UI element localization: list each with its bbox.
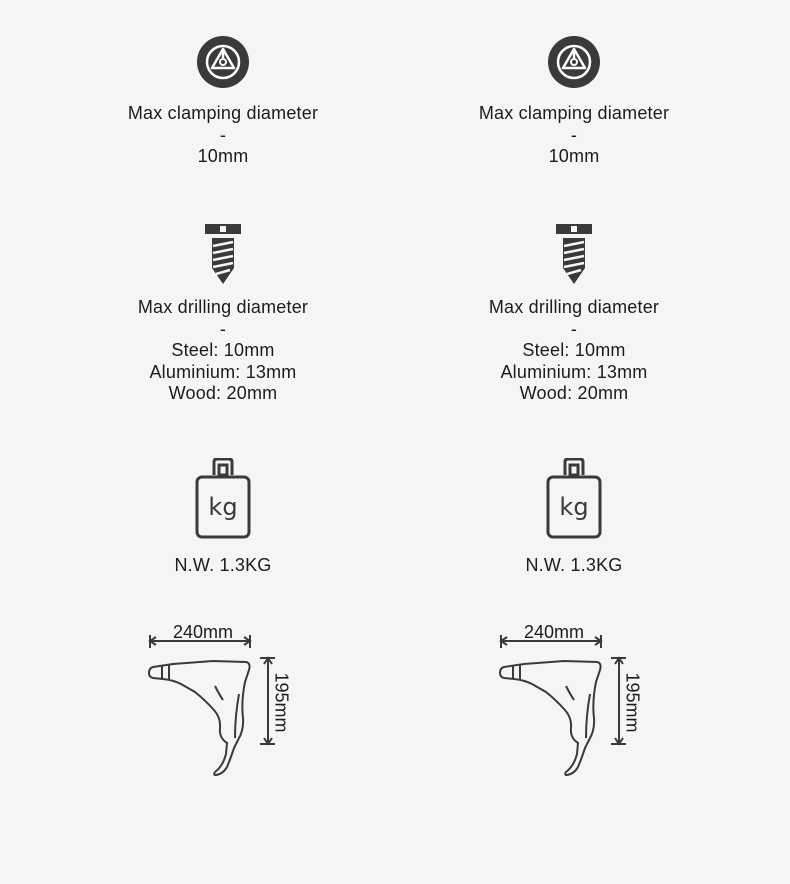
- drilling-wood: Wood: 20mm: [168, 383, 278, 403]
- weight-spec: [63, 458, 383, 577]
- drilling-wood: Wood: 20mm: [519, 383, 629, 403]
- dimension-height: 195mm: [622, 672, 643, 733]
- drilling-aluminium: Aluminium: 13mm: [500, 361, 648, 382]
- drilling-dash: -: [570, 318, 578, 339]
- kg-icon-label: kg: [559, 493, 589, 521]
- spec-column-right: [414, 0, 734, 884]
- spec-column-left: [63, 0, 383, 884]
- drilling-title: Max drilling diameter: [137, 297, 309, 317]
- drilling-steel: Steel: 10mm: [522, 340, 626, 360]
- dimensions-spec: [414, 620, 734, 780]
- clamping-spec: [414, 36, 734, 168]
- weight-value: N.W. 1.3KG: [525, 555, 623, 575]
- drill-outline-icon: [63, 620, 383, 780]
- clamping-spec: [63, 36, 383, 168]
- clamping-value: 10mm: [548, 146, 600, 166]
- kg-weight-icon: [195, 458, 251, 540]
- chuck-icon: [197, 36, 249, 88]
- drill-outline-icon: [414, 620, 734, 780]
- dimensions-spec: [63, 620, 383, 780]
- screw-icon: [203, 222, 243, 286]
- kg-icon-label: kg: [208, 493, 238, 521]
- clamping-title: Max clamping diameter: [127, 103, 319, 123]
- drilling-title: Max drilling diameter: [488, 297, 660, 317]
- drilling-steel: Steel: 10mm: [171, 340, 275, 360]
- weight-spec: [414, 458, 734, 577]
- drilling-spec: [63, 222, 383, 405]
- drilling-spec: [414, 222, 734, 405]
- screw-icon: [554, 222, 594, 286]
- dimension-height: 195mm: [271, 672, 292, 733]
- drilling-dash: -: [219, 318, 227, 339]
- dimension-width: 240mm: [523, 622, 585, 642]
- clamping-dash: -: [219, 124, 227, 145]
- chuck-icon: [548, 36, 600, 88]
- drilling-aluminium: Aluminium: 13mm: [149, 361, 297, 382]
- clamping-value: 10mm: [197, 146, 249, 166]
- clamping-title: Max clamping diameter: [478, 103, 670, 123]
- clamping-dash: -: [570, 124, 578, 145]
- kg-weight-icon: [546, 458, 602, 540]
- dimension-width: 240mm: [172, 622, 234, 642]
- weight-value: N.W. 1.3KG: [174, 555, 272, 575]
